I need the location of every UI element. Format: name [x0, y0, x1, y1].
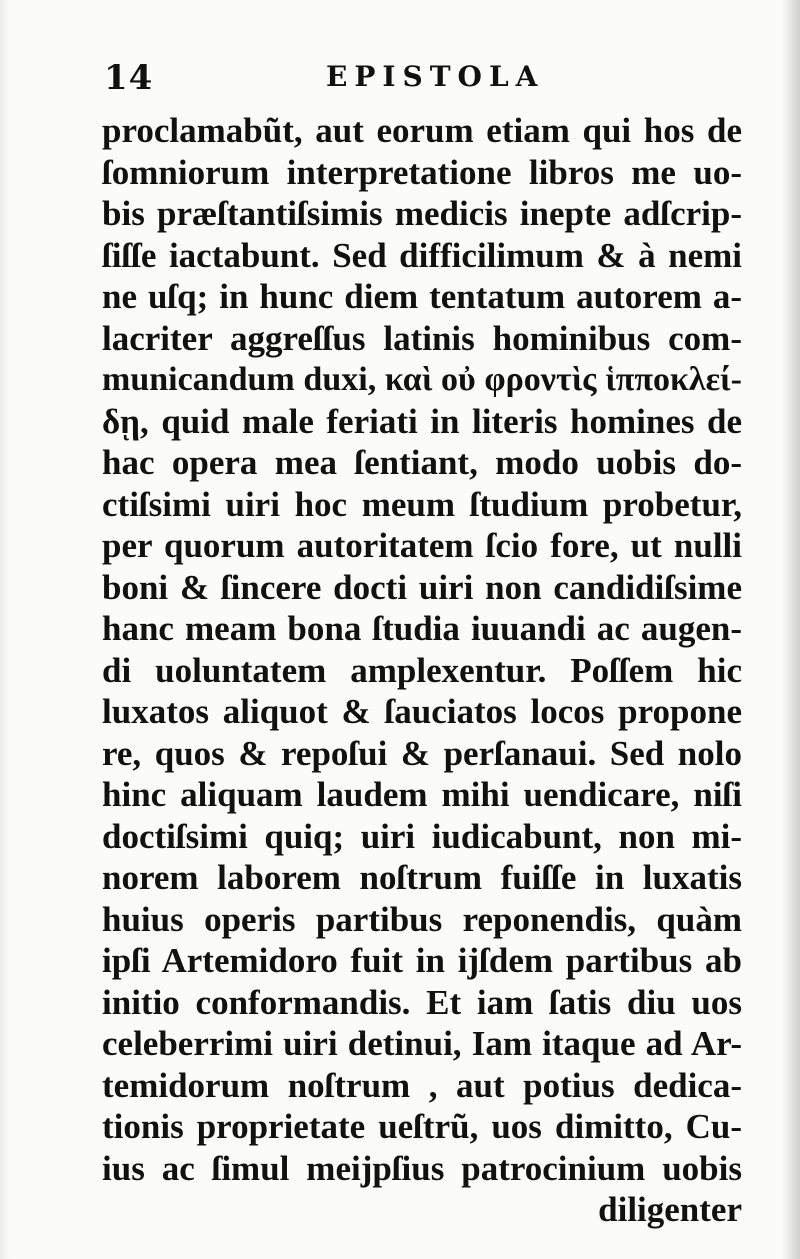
text-line: luxatos aliquot & ſauciatos locos propone: [102, 692, 742, 731]
text-line: initio conformandis. Et iam ſatis diu uos: [102, 982, 742, 1022]
text-line: huius operis partibus reponendis, quàm: [102, 899, 742, 939]
text-line: hanc meam bona ſtudia iuuandi ac augen-: [102, 609, 742, 648]
text-line: di uoluntatem amplexentur. Poſſem hic: [102, 650, 742, 690]
catchword: diligenter: [598, 1190, 742, 1229]
text-line: ſiſſe iactabunt. Sed difficilimum & à nemi: [102, 235, 742, 275]
text-line: ne uſq; in hunc diem tentatum autorem a-: [102, 277, 742, 316]
text-line: ctiſsimi uiri hoc meum ſtudium probetur,: [102, 484, 742, 524]
text-line: ſomniorum interpretatione libros me uo-: [102, 152, 742, 192]
text-line: proclamabũt, aut eorum etiam qui hos de: [102, 111, 742, 150]
text-line: per quorum autoritatem ſcio fore, ut nulli: [102, 526, 742, 565]
text-line: municandum duxi, καὶ οὐ φροντὶς ἱπποκλεί-: [102, 361, 742, 398]
text-line: hinc aliquam laudem mihi uendicare, niſi: [102, 775, 742, 814]
text-line: temidorum noſtrum , aut potius dedica-: [102, 1065, 742, 1105]
page-edge-shadow-right: [782, 0, 800, 1259]
text-line: doctiſsimi quiq; uiri iudicabunt, non mi-: [102, 816, 742, 856]
text-line: boni & ſincere docti uiri non candidiſsime: [102, 567, 742, 607]
text-line: ius ac ſimul meijpſius patrocinium uobis: [102, 1148, 742, 1188]
body-text: [102, 110, 742, 1231]
page-number: 14: [104, 58, 154, 98]
text-line: norem laborem noſtrum fuiſſe in luxatis: [102, 858, 742, 897]
text-line: lacriter aggreſſus latinis hominibus com-: [102, 318, 742, 358]
running-head: EPISTOLA: [326, 60, 545, 93]
text-line: hac opera mea ſentiant, modo uobis do-: [102, 443, 742, 482]
page-edge-shadow-left: [0, 0, 10, 1259]
text-line: ipſi Artemidoro fuit in ijſdem partibus ab: [102, 941, 742, 980]
text-line: tionis proprietate ueſtrũ, uos dimitto, Cu-: [102, 1107, 742, 1146]
page-header: [0, 56, 800, 100]
text-line: celeberrimi uiri detinui, Iam itaque ad Ar-: [102, 1024, 742, 1063]
text-line: bis præſtantiſsimis medicis inepte adſcrip-: [102, 194, 742, 233]
text-line: re, quos & repoſui & perſanaui. Sed nolo: [102, 733, 742, 773]
text-line: δῃ, quid male feriati in literis homines de: [102, 401, 742, 441]
